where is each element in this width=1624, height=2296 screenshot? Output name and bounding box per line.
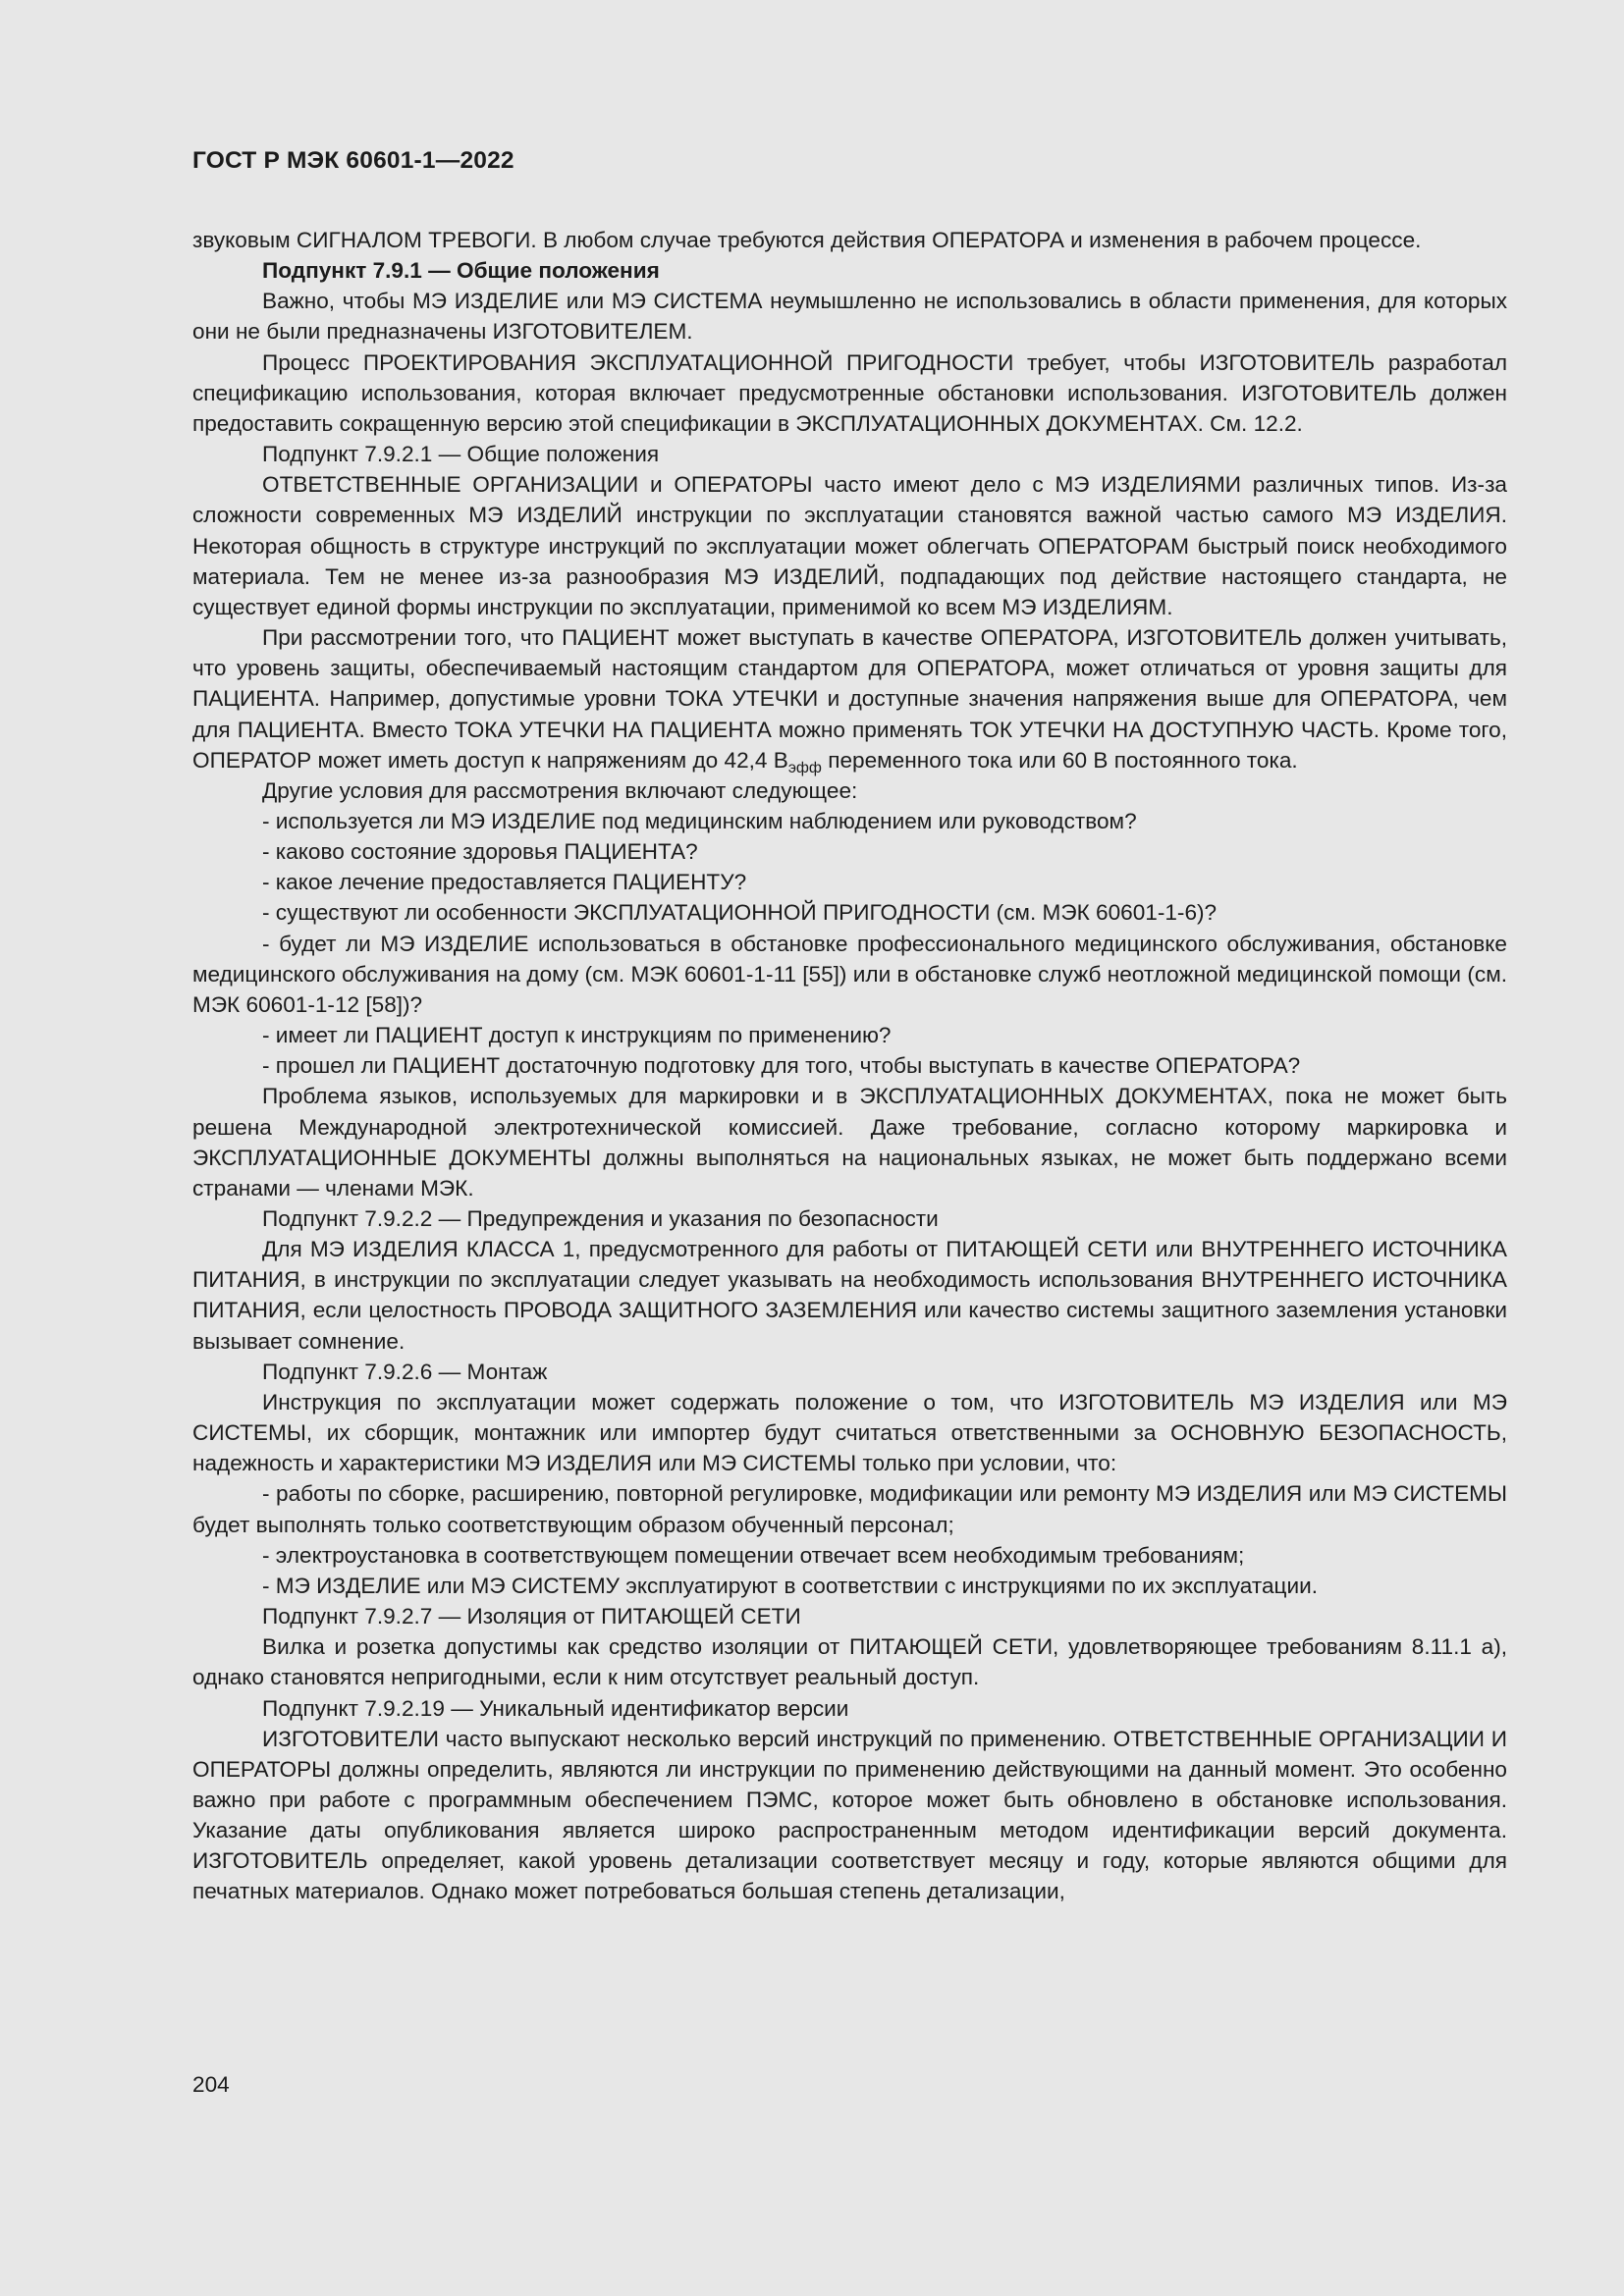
paragraph: звуковым СИГНАЛОМ ТРЕВОГИ. В любом случае требуются действия ОПЕРАТОРА и изменения в рабочем процессе.	[192, 228, 1422, 252]
list-item: - имеет ли ПАЦИЕНТ доступ к инструкциям по применению?	[262, 1023, 892, 1048]
list-item: - будет ли МЭ ИЗДЕЛИЕ использоваться в обстановке профессионального медицинского обслуживания, обстановке медицинского обслуживания на дому (см. МЭК 60601-1-11 [55]) или в обстановке служб неотложной медицинской помощи (см. МЭК 60601-1-12 [58])?	[192, 931, 1507, 1017]
subsection-heading: Подпункт 7.9.2.19 — Уникальный идентификатор версии	[262, 1695, 849, 1721]
list-item: - прошел ли ПАЦИЕНТ достаточную подготовку для того, чтобы выступать в качестве ОПЕРАТОРА?	[262, 1053, 1301, 1079]
subsection-heading: Подпункт 7.9.2.1 — Общие положения	[262, 442, 660, 467]
list-item: - электроустановка в соответствующем помещении отвечает всем необходимым требованиям;	[262, 1542, 1245, 1568]
paragraph-text-cont: переменного тока или 60 В постоянного тока.	[821, 747, 1298, 773]
section-heading: Подпункт 7.9.1 — Общие положения	[262, 258, 660, 284]
paragraph-text: При рассмотрении того, что ПАЦИЕНТ может выступать в качестве ОПЕРАТОРА, ИЗГОТОВИТЕЛЬ должен учитывать, что уровень защиты, обеспечиваемый настоящим стандартом для ОПЕРАТОРА, может отличаться от уровня защиты для ПАЦИЕНТА. Например, допустимые уровни ТОКА УТЕЧКИ и доступные значения напряжения выше для ОПЕРАТОРА, чем для ПАЦИЕНТА. Вместо ТОКА УТЕЧКИ НА ПАЦИЕНТА можно применять ТОК УТЕЧКИ НА ДОСТУПНУЮ ЧАСТЬ. Кроме того, ОПЕРАТОР может иметь доступ к напряжениям до 42,4 В	[192, 625, 1507, 773]
list-item: - работы по сборке, расширению, повторной регулировке, модификации или ремонту МЭ ИЗДЕЛИЯ или МЭ СИСТЕМЫ будет выполнять только соответствующим образом обученный персонал;	[192, 1481, 1507, 1537]
document-body	[192, 225, 1507, 1907]
list-item: - используется ли МЭ ИЗДЕЛИЕ под медицинским наблюдением или руководством?	[262, 808, 1137, 833]
paragraph: Важно, чтобы МЭ ИЗДЕЛИЕ или МЭ СИСТЕМА неумышленно не использовались в области применения, для которых они не были предназначены ИЗГОТОВИТЕЛЕМ.	[192, 289, 1507, 345]
paragraph: ИЗГОТОВИТЕЛИ часто выпускают несколько версий инструкций по применению. ОТВЕТСТВЕННЫЕ ОРГАНИЗАЦИИ И ОПЕРАТОРЫ должны определить, являются ли инструкции по применению действующими на данный момент. Это особенно важно при работе с программным обеспечением ПЭМС, которое может быть обновлено в обстановке использования. Указание даты опубликования является широко распространенным методом идентификации версий документа. ИЗГОТОВИТЕЛЬ определяет, какой уровень детализации соответствует месяцу и году, которые являются общими для печатных материалов. Однако может потребоваться большая степень детализации,	[192, 1726, 1507, 1904]
list-item: - каково состояние здоровья ПАЦИЕНТА?	[262, 839, 698, 865]
paragraph: ОТВЕТСТВЕННЫЕ ОРГАНИЗАЦИИ и ОПЕРАТОРЫ часто имеют дело с МЭ ИЗДЕЛИЯМИ различных типов. Из-за сложности современных МЭ ИЗДЕЛИЙ инструкции по эксплуатации становятся важной частью самого МЭ ИЗДЕЛИЯ. Некоторая общность в структуре инструкций по эксплуатации может облегчать ОПЕРАТОРАМ быстрый поиск необходимого материала. Тем не менее из-за разнообразия МЭ ИЗДЕЛИЙ, подпадающих под действие настоящего стандарта, не существует единой формы инструкции по эксплуатации, применимой ко всем МЭ ИЗДЕЛИЯМ.	[192, 472, 1507, 619]
subsection-heading: Подпункт 7.9.2.6 — Монтаж	[262, 1359, 548, 1384]
document-header: ГОСТ Р МЭК 60601-1—2022	[192, 147, 514, 174]
list-item: - существуют ли особенности ЭКСПЛУАТАЦИОННОЙ ПРИГОДНОСТИ (см. МЭК 60601-1-6)?	[262, 900, 1218, 926]
paragraph-with-subscript	[192, 622, 1507, 775]
paragraph: Процесс ПРОЕКТИРОВАНИЯ ЭКСПЛУАТАЦИОННОЙ ПРИГОДНОСТИ требует, чтобы ИЗГОТОВИТЕЛЬ разработал спецификацию использования, которая включает предусмотренные обстановки использования. ИЗГОТОВИТЕЛЬ должен предоставить сокращенную версию этой спецификации в ЭКСПЛУАТАЦИОННЫХ ДОКУМЕНТАХ. См. 12.2.	[192, 349, 1507, 436]
paragraph: Инструкция по эксплуатации может содержать положение о том, что ИЗГОТОВИТЕЛЬ МЭ ИЗДЕЛИЯ или МЭ СИСТЕМЫ, их сборщик, монтажник или импортер будут считаться ответственными за ОСНОВНУЮ БЕЗОПАСНОСТЬ, надежность и характеристики МЭ ИЗДЕЛИЯ или МЭ СИСТЕМЫ только при условии, что:	[192, 1389, 1507, 1476]
paragraph: Другие условия для рассмотрения включают следующее:	[262, 777, 858, 803]
list-item: - МЭ ИЗДЕЛИЕ или МЭ СИСТЕМУ эксплуатируют в соответствии с инструкциями по их эксплуатации.	[262, 1573, 1319, 1598]
page-number: 204	[192, 2072, 230, 2097]
subsection-heading: Подпункт 7.9.2.7 — Изоляция от ПИТАЮЩЕЙ СЕТИ	[262, 1604, 801, 1629]
paragraph: Для МЭ ИЗДЕЛИЯ КЛАССА 1, предусмотренного для работы от ПИТАЮЩЕЙ СЕТИ или ВНУТРЕННЕГО ИСТОЧНИКА ПИТАНИЯ, в инструкции по эксплуатации следует указывать на необходимость использования ВНУТРЕННЕГО ИСТОЧНИКА ПИТАНИЯ, если целостность ПРОВОДА ЗАЩИТНОГО ЗАЗЕМЛЕНИЯ или качество системы защитного заземления установки вызывает сомнение.	[192, 1237, 1507, 1354]
subsection-heading: Подпункт 7.9.2.2 — Предупреждения и указания по безопасности	[262, 1206, 939, 1231]
paragraph: Проблема языков, используемых для маркировки и в ЭКСПЛУАТАЦИОННЫХ ДОКУМЕНТАХ, пока не может быть решена Международной электротехнической комиссией. Даже требование, согласно которому маркировка и ЭКСПЛУАТАЦИОННЫЕ ДОКУМЕНТЫ должны выполняться на национальных языках, не может быть поддержано всеми странами — членами МЭК.	[192, 1084, 1507, 1201]
paragraph: Вилка и розетка допустимы как средство изоляции от ПИТАЮЩЕЙ СЕТИ, удовлетворяющее требованиям 8.11.1 а), однако становятся непригодными, если к ним отсутствует реальный доступ.	[192, 1634, 1507, 1690]
list-item: - какое лечение предоставляется ПАЦИЕНТУ?	[262, 870, 747, 895]
subscript: эфф	[787, 759, 822, 776]
